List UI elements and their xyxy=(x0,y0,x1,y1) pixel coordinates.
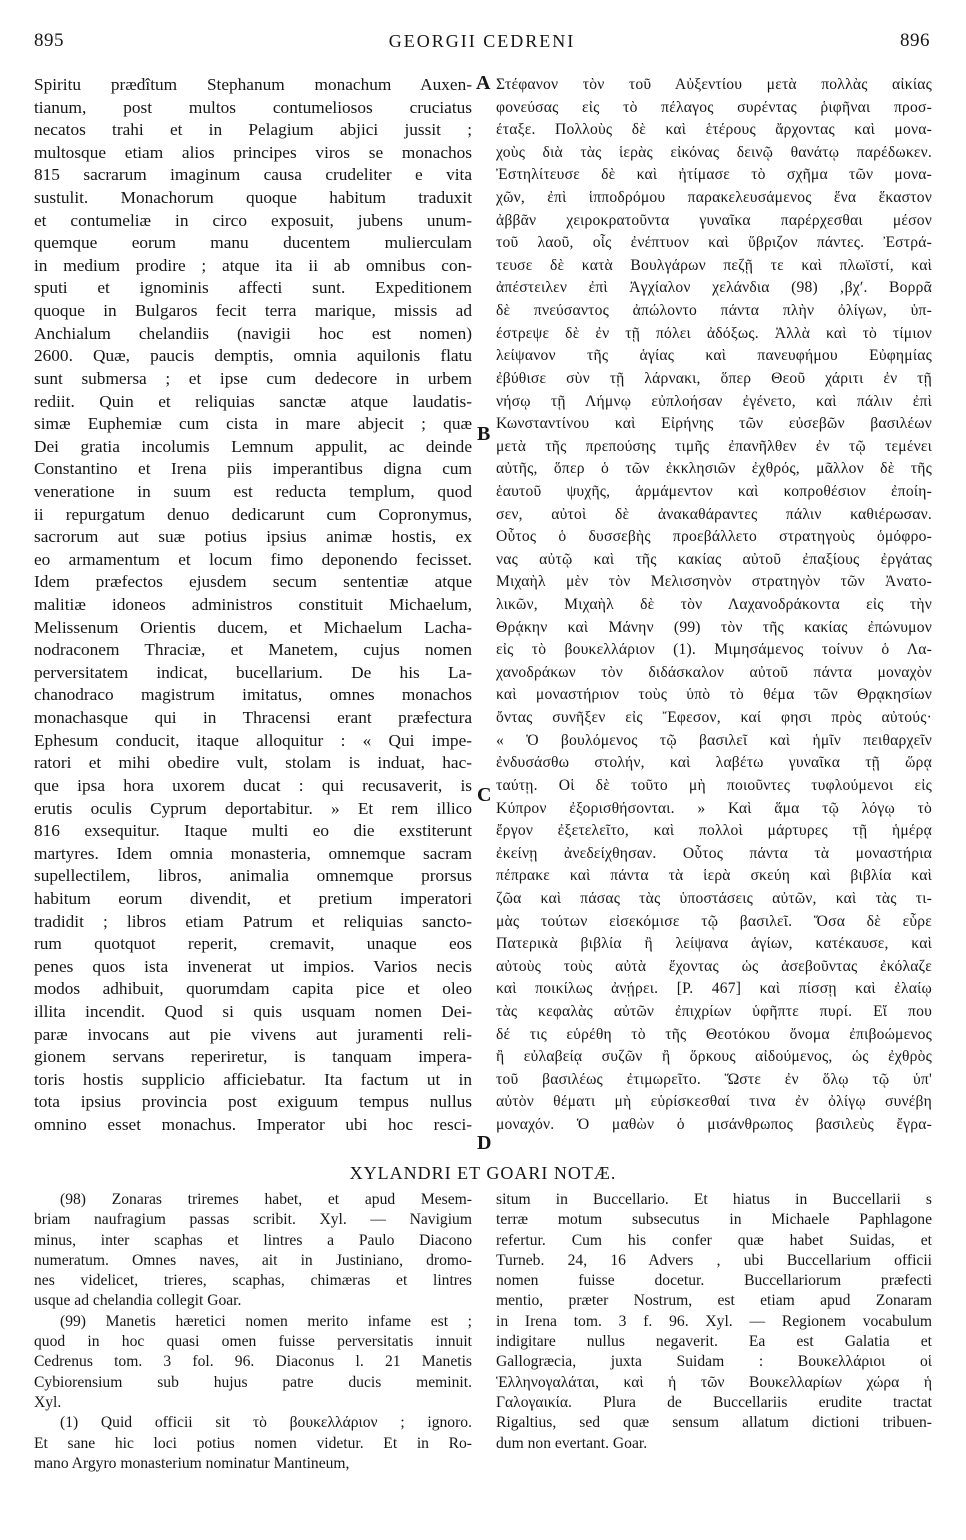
text-line: terræ motum subsecutus in Michaele Paphlagone xyxy=(496,1211,932,1229)
text-line: Γαλογαικία. Plura de Buccellariis erudite tractat xyxy=(496,1393,932,1411)
text-line: penes quos ista invenerat ut impios. Varios necis xyxy=(34,956,472,976)
text-line: ἀββᾶν χειροκρατοῦντα γυναῖκα παρέρχεσθαι μέσον xyxy=(496,211,932,229)
text-line: ἐβύθισε σὺν τῇ λάρνακι, ὅπερ Θεοῦ χάριτι ἐν τῇ xyxy=(496,369,932,387)
text-line: ἐκείνῃ ἀνεδείχθησαν. Οὗτος πάντα τὰ μοναστήρια xyxy=(496,844,932,862)
text-line: mano Argyro monasterium nominatur Mantineum, xyxy=(34,1454,350,1472)
text-line: sputi et ignominis affecti sunt. Expeditionem xyxy=(34,278,472,298)
text-line: ἀπέστειλεν ἐπὶ Ἀγχίαλον χελάνδια (98) ‚βχʹ. Βορρᾶ xyxy=(496,279,932,297)
text-line: Ἐστηλίτευσε δὲ καὶ ἠτίμασε τὸ σχῆμα τῶν μονα- xyxy=(496,166,932,184)
text-line: χοὺς διὰ τὰς ἱερὰς εἰκόνας δεινῷ θανάτῳ παρέδωκεν. xyxy=(496,143,932,161)
text-line: supellectilem, libros, animalia omnemque prorsus xyxy=(34,866,472,886)
text-line: Melissenum Orientis ducem, et Michaelum Lacha- xyxy=(34,617,472,637)
text-line: simæ Euphemiæ cum cista in mare abjecit ; quæ xyxy=(34,414,472,434)
text-line: in medium prodire ; atque ita ii ab omnibus con- xyxy=(34,255,472,275)
text-line: τοῦ βασιλέως ἐτιμωρεῖτο. Ὥστε ἐν ὅλῳ τῷ ὑπ' xyxy=(496,1070,932,1088)
page-number-left: 895 xyxy=(34,30,64,51)
text-line: paræ invocans aut pie vivens aut juramenti reli- xyxy=(34,1024,472,1044)
margin-letter-d: D xyxy=(477,1132,492,1154)
text-line: briam naufragium passas scribit. Xyl. — Navigium xyxy=(34,1211,472,1229)
text-line: Rigaltius, sed quæ sensum allatum dictioni tribuen- xyxy=(496,1414,932,1432)
text-line: monachasque qui in Thracensi erant præfectura xyxy=(34,708,472,728)
text-line: ἑαυτοῦ ψυχῆς, ἁρμάμεντον καὶ κοπροθέσιον ἐποίη- xyxy=(496,482,932,500)
text-line: ratori et mihi obedire vult, stolam is induat, hac- xyxy=(34,753,472,773)
text-line: perversitatem indicat, bucellarium. De his La- xyxy=(34,662,472,682)
text-line: tota ipsius provincia post exiguum tempus nullus xyxy=(34,1092,472,1112)
text-line: ἢ εὐλαβείᾳ συζῶν ἢ ὅρκους αἰδούμενος, ὡς ἐχθρὸς xyxy=(496,1048,932,1066)
text-line: Constantino et Irena piis imperantibus digna cum xyxy=(34,459,472,479)
text-line: 2600. Quæ, paucis demptis, omnia aquilonis flatu xyxy=(34,346,472,366)
text-line: 816 exsequitur. Itaque multi eo die exstiterunt xyxy=(34,821,472,841)
text-line: habitum eorum divendit, et pretium imperatori xyxy=(34,888,472,908)
text-line: σεν, αὐτοὶ δὲ ἀνακαθάραντες πάλιν καθιέρωσαν. xyxy=(496,505,932,523)
text-line: toris hostis supplicio afficiebatur. Ita factum ut in xyxy=(34,1069,472,1089)
text-line: rum quotquot reperit, cremavit, unaque eos xyxy=(34,934,472,954)
text-line: modos adhibuit, quorumdam capita pice et oleo xyxy=(34,979,472,999)
text-line: nomen fuisse docetur. Buccellariorum præfecti xyxy=(496,1272,932,1290)
text-line: αὐτὸν θέματι μὴ εὑρίσκεσθαί τινα ἐν ὀλίγῳ συνέβη xyxy=(496,1093,932,1111)
text-line: ὄντας συνῆξεν εἰς Ἔφεσον, καί φησι πρὸς αὐτούς· xyxy=(496,709,932,727)
text-line: Gallogræcia, juxta Suidam : Βουκελλάριοι οἱ xyxy=(496,1353,932,1371)
text-line: indigitare nullus negaverit. Ea est Galatia et xyxy=(496,1333,932,1351)
text-line: αὐτοὺς τοὺς αὐτὰ ἔχοντας ὡς ἀσεβοῦντας ἐκόλαζε xyxy=(496,957,932,975)
text-line: sacrorum aut suæ potius ipsius animæ hostis, ex xyxy=(34,527,472,547)
text-line: ἔργον ἐξετελεῖτο, καὶ πολλοὶ μάρτυρες τῇ ἡμέρᾳ xyxy=(496,822,932,840)
greek-text-column xyxy=(496,74,932,1137)
margin-letter-a: A xyxy=(476,72,491,94)
text-line: αὐτῆς, ὅπερ ὁ τῶν ἐκκλησιῶν ἐχθρός, μᾶλλον δὲ τῆς xyxy=(496,460,932,478)
text-line: καὶ ποικίλως ἀνῄρει. [P. 467] καὶ πίσσῃ καὶ ἐλαίῳ xyxy=(496,980,932,998)
text-line: Μιχαὴλ μὲν τὸν Μελισσηνὸν στρατηγὸν τῶν Ἀνατο- xyxy=(496,573,932,591)
text-line: Cedrenus tom. 3 fol. 96. Diaconus l. 21 Manetis xyxy=(34,1353,472,1371)
text-line: Turneb. 24, 16 Advers , ubi Buccellarium officii xyxy=(496,1251,932,1269)
text-line: Οὗτος ὁ δυσσεβὴς προεβάλλετο στρατηγοὺς ὁμόφρο- xyxy=(496,528,932,546)
running-title: GEORGII CEDRENI xyxy=(388,31,576,51)
text-line: « Ὁ βουλόμενος τῷ βασιλεῖ καὶ ἡμῖν πειθαρχεῖν xyxy=(496,731,932,749)
text-line: έστρεψε δὲ ἐν τῇ πόλει ἀδόξως. Ἀλλὰ καὶ τὸ τίμιον xyxy=(496,324,932,342)
text-line: refertur. Cum his confer quæ habet Suidas, et xyxy=(496,1231,932,1249)
text-line: (98) Zonaras triremes habet, et apud Mesem- xyxy=(60,1191,472,1208)
text-line: in Irena tom. 3 f. 96. Xyl. — Regionem vocabulum xyxy=(496,1312,932,1330)
notes-left-column xyxy=(34,1190,472,1474)
text-line: λικῶν, Μιχαὴλ δὲ τὸν Λαχανοδράκοντα εἰς τὴν xyxy=(496,596,932,614)
text-line: tianum, post multos contumeliosos cruciatus xyxy=(34,97,472,117)
text-line: Στέφανον τὸν τοῦ Αὐξεντίου μετὰ πολλὰς αἰκίας xyxy=(496,76,932,93)
text-line: λείψανον τῆς ἁγίας καὶ πανευφήμου Εὐφημίας xyxy=(496,347,932,365)
text-line: rediit. Quin et reliquias sanctæ atque laudatis- xyxy=(34,391,472,411)
text-line: mentio, præter Nostrum, est etiam apud Zonaram xyxy=(496,1292,932,1310)
text-line: dum non evertant. Goar. xyxy=(496,1434,648,1452)
text-line: έταξε. Πολλοὺς δὲ καὶ ἑτέρους ἄρχοντας καὶ μονα- xyxy=(496,121,932,139)
text-line: Xyl. xyxy=(34,1393,62,1411)
text-line: quod in hoc quasi omen fuisse perversitatis innuit xyxy=(34,1333,472,1351)
text-line: quemque eorum manu ducentem mulierculam xyxy=(34,233,472,253)
text-line: εἰς τὸ βουκελλάριον (1). Μιμησάμενος τοίνυν ὁ Λα- xyxy=(496,641,932,659)
text-line: Et sane hic loci potius nomen videtur. Et in Ro- xyxy=(34,1434,472,1452)
text-line: nodraconem Thraciæ, et Manetem, cujus nomen xyxy=(34,640,472,660)
text-line: μὰς τούτων εἰσεκόμισε τῷ βασιλεῖ. Ὅσα δὲ εὗρε xyxy=(496,912,932,930)
text-line: τὰς κεφαλὰς αὐτῶν ἐπιχρίων ὑφῆπτε πυρί. Εἴ που xyxy=(496,1002,932,1020)
text-line: situm in Buccellario. Et hiatus in Buccellarii s xyxy=(496,1191,932,1208)
text-line: chanodraco magistrum imitatus, omnes monachos xyxy=(34,685,472,705)
text-line: (1) Quid officii sit τὸ βουκελλάριον ; ignoro. xyxy=(60,1414,472,1432)
text-line: ταύτῃ. Οἱ δὲ τοῦτο μὴ ποιοῦντες τυφλούμενοι εἰς xyxy=(496,776,932,794)
text-line: sunt submersa ; et ipse cum dedecore in urbem xyxy=(34,368,472,388)
text-line: Dei gratia incolumis Lemnum appulit, ac deinde xyxy=(34,436,472,456)
text-line: Anchialum chelandiis (navigii hoc est nomen) xyxy=(34,323,472,343)
text-line: τευσε δὲ κατὰ Βουλγάρων πεζῇ τε καὶ πλωϊστί, καὶ xyxy=(496,256,932,274)
text-line: multosque etiam alios principes viros se monachos xyxy=(34,142,472,162)
text-line: minus, inter scaphas et lintres a Paulo Diacono xyxy=(34,1231,472,1249)
text-line: φονεύσας εἰς τὸ πέλαγος συρέντας ῥιφῆναι προσ- xyxy=(496,98,932,116)
text-line: Ephesum conducit, itaque alloquitur : « Qui impe- xyxy=(34,730,472,750)
text-line: gionem servans reperiretur, is tanquam impera- xyxy=(34,1047,472,1067)
text-line: Ἑλληνογαλάται, καὶ ἡ τῶν Βουκελλαρίων χώρα ἡ xyxy=(496,1373,932,1391)
text-line: τοῦ λαοῦ, οἷς ἐνέπτυον καὶ ὕβριζον πάντες. Ἐστρά- xyxy=(496,234,932,252)
text-line: martyres. Idem omnia monasteria, omnemque sacram xyxy=(34,843,472,863)
text-line: eo armamentum et locum fimo deponendo fecisset. xyxy=(34,549,472,569)
text-line: omnino esset monachus. Imperator ubi hoc resci- xyxy=(34,1115,472,1135)
text-line: tradidit ; libros etiam Patrum et reliquias sancto- xyxy=(34,911,472,931)
text-line: que ipsa hora uxorem ducat : qui recusaverit, is xyxy=(34,775,472,795)
text-line: ἐνδυσάσθω στολήν, καὶ λαβέτω γυναῖκα τῇ ὥρᾳ xyxy=(496,754,932,772)
text-line: Κωνσταντίνου καὶ Εἰρήνης τῶν εὐσεβῶν βασιλέων xyxy=(496,415,932,433)
text-line: δὲ πνεύσαντος ἀπώλοντο πάντα πλὴν ὀλίγων, ὑπ- xyxy=(496,302,932,320)
text-line: ii repurgatum denuo dedicarunt cum Copronymus, xyxy=(34,504,472,524)
text-line: malitiæ idoneos administros constituit Michaelum, xyxy=(34,595,472,615)
text-line: nes videlicet, trieres, scaphas, chimæras et lintres xyxy=(34,1272,472,1290)
text-line: illita incendit. Quod si quis usquam nomen Dei- xyxy=(34,1001,472,1021)
text-line: μετὰ τῆς πρεπούσης τιμῆς ἐπανῆλθεν ἐν τῷ τεμένει xyxy=(496,437,932,455)
text-line: νας αὐτῷ καὶ τῆς κακίας αὐτοῦ ἐπαξίους ἐργάτας xyxy=(496,550,932,568)
text-line: numeratum. Omnes naves, ait in Justiniano, dromo- xyxy=(34,1251,472,1269)
page-number-right: 896 xyxy=(900,30,930,51)
text-line: et contumeliæ in circo exposuit, jubens unum- xyxy=(34,210,472,230)
margin-letter-c: C xyxy=(477,784,492,806)
notes-title: XYLANDRI ET GOARI NOTÆ. xyxy=(349,1163,617,1183)
text-line: usque ad chelandia collegit Goar. xyxy=(34,1292,242,1310)
text-line: Πατερικὰ βιβλία ἢ λείψανα ἁγίων, κατέκαυσε, καὶ xyxy=(496,935,932,953)
text-line: Κύπρον ἐξορισθήσονται. » Καὶ ἅμα τῷ λόγῳ τὸ xyxy=(496,799,932,817)
text-line: Spiritu prædîtum Stephanum monachum Auxen- xyxy=(34,75,472,94)
text-line: 815 sacrarum imaginum causa crudeliter e vita xyxy=(34,165,472,185)
text-line: necatos trahi et in Pelagium abjici jussit ; xyxy=(34,120,472,140)
text-line: ζῶα καὶ πάσας τὰς ὑποστάσεις αὐτῶν, καὶ τὰς τι- xyxy=(496,889,932,907)
page-header xyxy=(34,30,930,60)
text-line: Idem præfectos ejusdem secum sententiæ atque xyxy=(34,572,472,592)
text-line: χῶν, ἐπὶ ἱπποδρόμου παρακελευσάμενος ἕνα ἕκαστον xyxy=(496,189,932,207)
text-line: Θρᾴκην καὶ Μάνην (99) τὸν τῆς κακίας ἐπώνυμον xyxy=(496,618,932,636)
latin-text-column xyxy=(34,74,472,1137)
text-line: veneratione in suum est reducta templum, quod xyxy=(34,481,472,501)
text-line: χανοδράκων τὸν διδάσκαλον αὐτοῦ πάντα μοναχὸν xyxy=(496,663,932,681)
text-line: (99) Manetis hæretici nomen merito infame est ; xyxy=(60,1312,472,1330)
notes-right-column xyxy=(496,1190,932,1454)
text-line: πέπρακε καὶ πάντα τὰ ἱερὰ σκεύη καὶ βιβλία καὶ xyxy=(496,867,932,885)
text-line: quoque in Bulgaros fecit terra marique, missis ad xyxy=(34,301,472,321)
text-line: sustulit. Monachorum quoque habitum traduxit xyxy=(34,188,472,208)
text-line: erutis oculis Cyprum deportabitur. » Et rem illico xyxy=(34,798,472,818)
text-line: μοναχόν. Ὁ μαθὼν ὁ μισάνθρωπος βασιλεὺς ἔγρα- xyxy=(496,1116,932,1134)
text-line: δέ τις εὑρέθη τὸ τῆς Θεοτόκου ὄνομα ἐπιβοώμενος xyxy=(496,1025,932,1043)
text-line: Cybiorensium sub hujus patre ducis meminit. xyxy=(34,1373,472,1391)
text-line: νήσῳ τῇ Λήμνῳ εὐπλοήσαν ἐγένετο, καὶ πάλιν ἐπὶ xyxy=(496,392,932,410)
margin-letter-b: B xyxy=(477,423,491,445)
text-line: καὶ μοναστήριον τοὺς ὑπὸ τὸ θέμα τῶν Θρᾳκησίων xyxy=(496,686,932,704)
